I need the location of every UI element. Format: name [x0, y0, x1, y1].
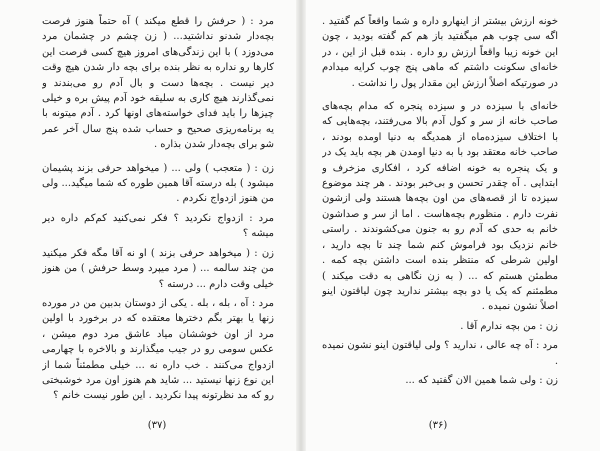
book-gutter: [296, 0, 306, 451]
right-paragraph-4: مرد : آه چه عالی ، ندارید ؟ ولی لیاقتون اینو نشون نمیده .: [322, 340, 558, 367]
right-page: [322, 14, 558, 414]
left-paragraph-1: مرد : ( حرفش را قطع میکند ) آه حتماً هنوز فرصت بچه‌دار شدنو نداشتید... ( زن چشم در چشمان مرد می‌دوزد ) با این زندگی‌های امروز هیچ کسی فرصت این کارها رو نداره به نظر بنده برای بچه دار شدن هیچ وقت دیر نیست . بچه‌ها دست و بال آدم رو می‌بندند و نمی‌گذارند هیچ کاری به سلیقه خود آدم پیش بره و خیلی چیزها را باید فدای خواسته‌های اونها کرد . آدم میتونه با یه برنامه‌ریزی صحیح و حساب شده پنج سال آخر عمر شو برای بچه‌دار شدن بذاره .: [42, 16, 274, 151]
left-paragraph-2: زن : ( متعجب ) ولی ... ( میخواهد حرفی بزند پشیمان میشود ) بله درسته آقا همین طوره که شما میگید... ولی من هنوز ازدواج نکردم .: [42, 162, 274, 205]
left-paragraph-5: مرد : آه ، بله ، بله . یکی از دوستان بدبین من در مورده زنها یا بهتر بگم دخترها معتقده که در برخورد با اولین مرد از اون خوششان میاد عاشق مرد دوم میشن ، عکس سومی رو در جیب میگذارند و بالاخره با چهارمی ازدواج می‌کنند . خب داره نه ... خیلی مطمئناً شما از این نوع زنها نیستید ... شاید هم هنوز اون مرد خوشبختی رو که مد نظرتونه پیدا نکردید . این طور نیست خانم ؟: [42, 297, 274, 402]
left-paragraph-4: زن : ( میخواهد حرفی بزند ) او نه آقا مگه فکر میکنید من چند سالمه ... ( مرد میپرد وسط حرفش ) من هنوز خیلی وقت دارم ... درسته ؟: [42, 247, 274, 290]
left-page: [42, 14, 274, 414]
right-paragraph-3: زن : من بچه ندارم آقا .: [460, 320, 558, 332]
right-paragraph-1: خونه ارزش بیشتر از اینهارو داره و شما واقعاً کم گفتید . اگه سی چوب هم میگفتید باز هم کم گفته بودید ، چون این خونه زیبا واقعاً ارزش رو داره . بنده قبل از این ، در خانه‌ای سکونت داشتم که ماهی پنج چوب کرایه میدادم در صورتیکه اصلاً ارزش این مقدار پول را نداشت .: [322, 16, 558, 89]
left-page-number: (۳۷): [147, 420, 167, 431]
right-paragraph-2: خانه‌ای با سیزده در و سیزده پنجره که مدام بچه‌های صاحب خانه از سر و کول آدم بالا می‌رفتند، بچه‌هایی که با اختلاف سیزده‌ماه از همدیگه به دنیا اومده بودند ، صاحب خانه معتقد بود با به دنیا اومدن هر بچه باید یک در و یک پنجره به خونه اضافه کرد ، افکاری مزخرف و ابتدایی . آه چقدر تحسن و بی‌خبر بودند . هر چند موضوع سیزده تا از قصه‌های من اون بچه‌ها هستند ولی ازشون نفرت دارم . منظورم بچه‌هاست . اما از سر و صداشون خانم به حدی که آدم رو به جنون می‌کشوندند . راستی خانم نزدیک بود فراموش کنم شما چند تا بچه دارید ، اولین شرطی که منتظر بنده است داشتن بچه کمه . مطمئن هستم که ... ( به زن نگاهی به دقت میکند ) مطمئنم که یک یا دو بچه بیشتر ندارید چون لیاقتون اینو اصلاً نشون نمیده .: [322, 101, 558, 313]
right-page-number: (۳۶): [428, 420, 448, 431]
right-paragraph-5: زن : ولی شما همین الان گفتید که ...: [405, 374, 558, 386]
left-paragraph-3: مرد : ازدواج نکردید ؟ فکر نمی‌کنید کم‌کم داره دیر میشه ؟: [42, 212, 274, 240]
